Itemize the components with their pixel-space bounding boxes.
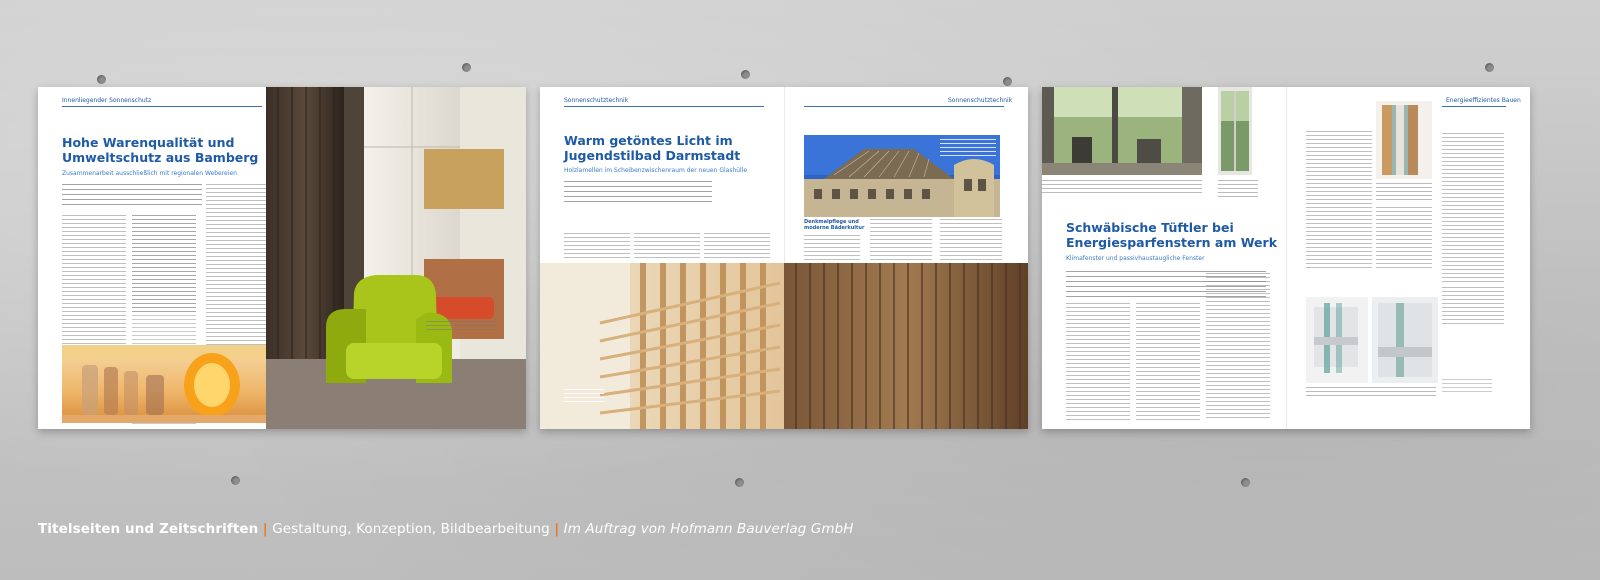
article-title xyxy=(564,133,784,163)
photo-window-frame xyxy=(1218,87,1252,175)
profile-detail-illustration xyxy=(1372,297,1438,383)
caption-category: Titelseiten und Zeitschriften xyxy=(38,521,259,537)
body-text-column xyxy=(1442,133,1504,283)
running-header-left: Innenliegender Sonnenschutz xyxy=(62,97,152,104)
running-header-right: Sonnenschutztechnik xyxy=(948,97,1013,104)
photo-glasses xyxy=(62,345,268,423)
sidebar-box-title xyxy=(804,219,864,231)
header-rule xyxy=(804,106,1004,107)
article-subtitle: Holzlamellen im Scheibenzwischenraum der neuen Glashülle xyxy=(564,167,748,174)
photo-terrace-window xyxy=(1042,87,1202,175)
article-subtitle: Klimafenster und passivhaustaugliche Fenster xyxy=(1066,255,1205,262)
photo-wood-lamellae xyxy=(540,263,1028,429)
magazine-spread-3 xyxy=(1042,87,1530,429)
magazine-spread-1 xyxy=(38,87,526,429)
body-text-column xyxy=(634,233,700,259)
wall-hole xyxy=(741,70,750,79)
photo-caption xyxy=(1306,387,1436,399)
fold-line xyxy=(1286,87,1287,429)
article-title xyxy=(62,135,272,165)
body-text-column xyxy=(564,233,630,259)
glasses-illustration xyxy=(62,345,268,423)
caption-separator: | xyxy=(262,521,268,537)
wall-hole xyxy=(735,478,744,487)
wall-hole xyxy=(462,63,471,72)
body-text-column xyxy=(940,219,1002,261)
body-text-column xyxy=(1136,303,1200,421)
author-credit xyxy=(1442,379,1492,395)
body-text-column xyxy=(1376,207,1432,271)
body-text-column xyxy=(704,233,770,259)
photo-caption xyxy=(1218,180,1258,198)
running-header-right: Energieeffizientes Bauen xyxy=(1446,97,1521,104)
caption-client: Im Auftrag von Hofmann Bauverlag GmbH xyxy=(563,521,854,537)
photo-caption xyxy=(1376,183,1432,203)
window-section-illustration xyxy=(1376,101,1432,179)
caption-services: Gestaltung, Konzeption, Bildbearbeitung xyxy=(272,521,550,537)
body-text-column xyxy=(62,215,126,315)
header-rule xyxy=(62,106,262,107)
wall-hole xyxy=(97,75,106,84)
lead-paragraph xyxy=(564,181,712,205)
profile-detail-illustration xyxy=(1306,297,1368,383)
photo-profile-detail-2 xyxy=(1372,297,1438,383)
body-text-column xyxy=(1306,131,1372,271)
photo-caption xyxy=(940,139,996,157)
wood-lamellae-illustration xyxy=(540,263,1028,429)
terrace-window-illustration xyxy=(1042,87,1202,175)
body-text-column xyxy=(1206,273,1270,421)
wall-hole xyxy=(1241,478,1250,487)
title-line-1: Hohe Warenqualität und xyxy=(62,135,235,150)
lead-paragraph xyxy=(62,184,202,206)
photo-profile-detail-1 xyxy=(1306,297,1368,383)
photo-living-room xyxy=(266,87,526,429)
article-subtitle: Zusammenarbeit ausschließlich mit regionalen Webereien xyxy=(62,170,237,177)
box-title-line-2: moderne Bäderkultur xyxy=(804,225,865,231)
article-title xyxy=(1066,220,1296,250)
title-line-1: Warm getöntes Licht im xyxy=(564,133,733,148)
magazine-spread-2 xyxy=(540,87,1028,429)
caption-separator: | xyxy=(554,521,560,537)
photo-caption xyxy=(564,389,604,405)
title-line-1: Schwäbische Tüftler bei xyxy=(1066,220,1234,235)
photo-caption xyxy=(1042,180,1202,194)
body-text-column xyxy=(804,235,860,261)
window-frame-illustration xyxy=(1218,87,1252,175)
title-line-2: Umweltschutz aus Bamberg xyxy=(62,150,259,165)
photo-caption xyxy=(426,321,496,333)
wall-hole xyxy=(1485,63,1494,72)
header-rule xyxy=(1442,106,1506,107)
portfolio-caption xyxy=(38,521,854,537)
living-room-illustration xyxy=(266,87,526,429)
title-line-2: Energiesparfenstern am Werk xyxy=(1066,235,1278,250)
header-rule xyxy=(564,106,764,107)
wall-hole xyxy=(231,476,240,485)
box-title-line-1: Denkmalpflege und xyxy=(804,219,859,225)
wall-hole xyxy=(1003,77,1012,86)
body-text-column xyxy=(1442,287,1504,327)
running-header-left: Sonnenschutztechnik xyxy=(564,97,629,104)
body-text-column xyxy=(1066,303,1130,421)
title-line-2: Jugendstilbad Darmstadt xyxy=(564,148,741,163)
photo-window-section xyxy=(1376,101,1432,179)
body-text-column xyxy=(870,219,932,261)
